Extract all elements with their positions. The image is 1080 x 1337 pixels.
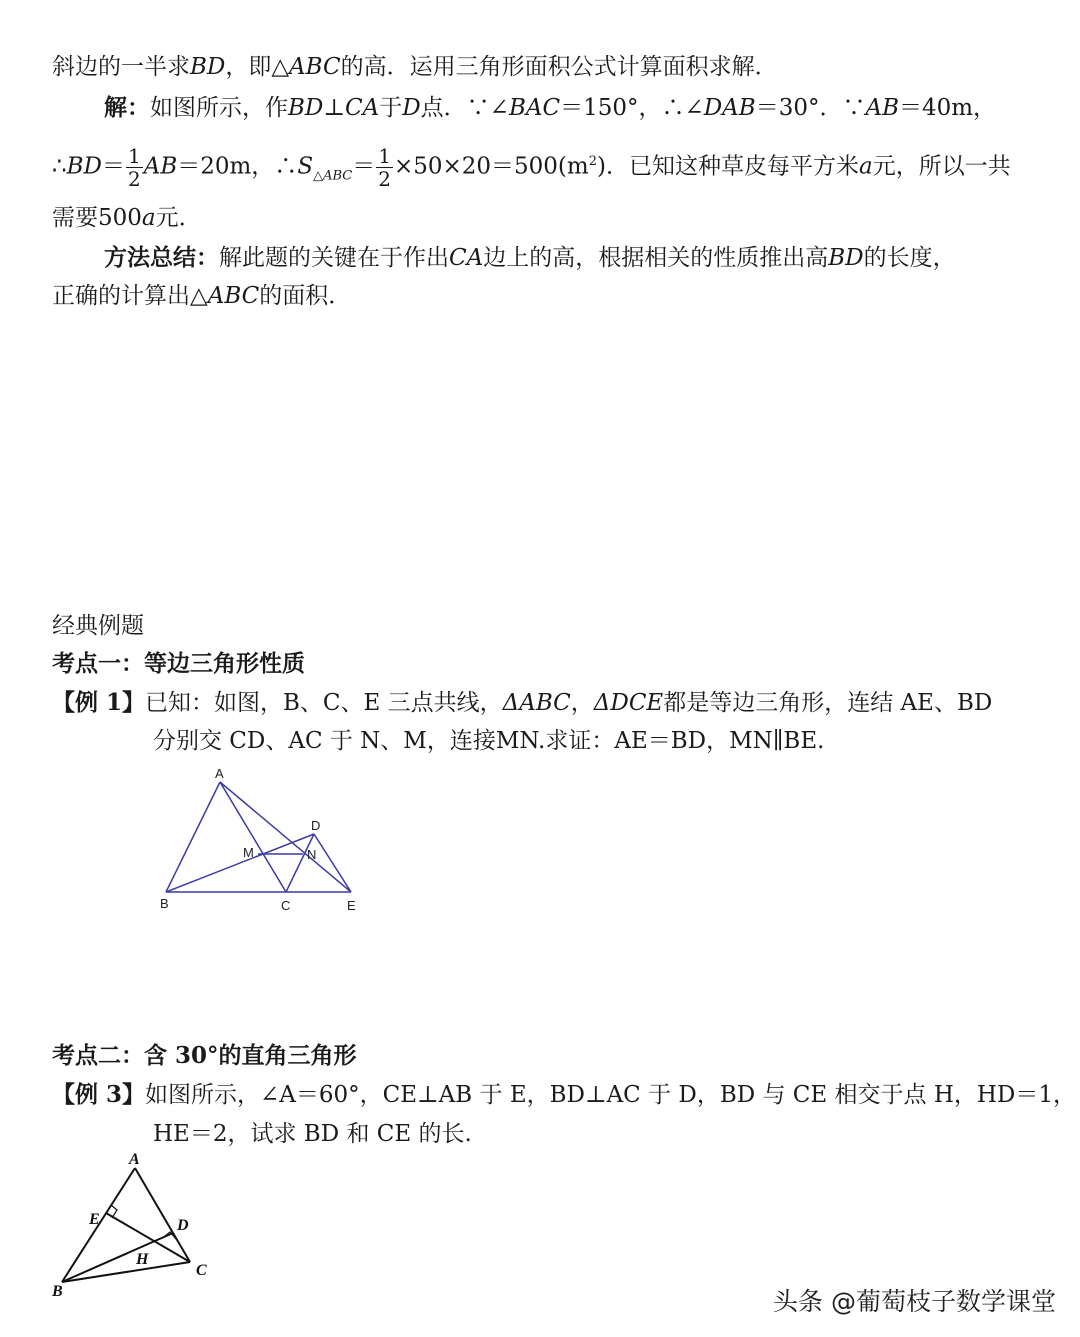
label-a: A [215,768,224,781]
segment-ab [166,782,220,892]
segment-bd [166,834,317,892]
label-e: E [89,1211,100,1228]
text-line-4: 需要500a元． [52,205,202,231]
topic-2-title: 考点二：含 30°的直角三角形 [52,1042,357,1069]
segment-de [314,834,351,892]
label-d: D [311,818,321,833]
segment-bc [62,1262,190,1282]
example-3-line-1: 【例 3】如图所示，∠A＝60°，CE⊥AB 于 E，BD⊥AC 于 D，BD 与 CE 相交于点 H，HD＝1， [52,1081,1077,1108]
section-title: 经典例题 [52,613,144,639]
segment-ac [135,1168,190,1262]
fraction-half-2: $\frac{1}{2}$ [378,144,391,192]
label-d: D [177,1217,189,1234]
label-a: A [129,1151,140,1168]
watermark: 头条 @葡萄枝子数学课堂 [773,1287,1056,1316]
topic-1-title: 考点一：等边三角形性质 [52,650,305,677]
label-n: N [307,847,317,862]
text-line-6: 正确的计算出△ABC的面积． [52,283,352,309]
solution-label: 解： [104,94,150,121]
text-line-2: 解：如图所示，作BD⊥CA于D点．∵∠BAC＝150°，∴∠DAB＝30°．∵AB＝40m， [104,94,997,121]
segment-ae [220,782,351,892]
figure-right-triangle-30 [48,1150,228,1300]
example-3-line-2: HE＝2，试求 BD 和 CE 的长. [153,1121,472,1147]
label-c: C [281,898,291,913]
figure-equilateral-triangles [150,768,370,918]
label-b: B [52,1283,63,1300]
text-line-1: 斜边的一半求BD，即△ABC的高．运用三角形面积公式计算面积求解． [52,54,778,80]
label-e: E [347,898,356,913]
segment-ac [220,782,286,892]
label-h: H [136,1251,149,1268]
label-c: C [196,1262,207,1279]
example-3-label: 【例 3】 [52,1081,146,1108]
example-1-label: 【例 1】 [52,689,146,716]
method-summary-label: 方法总结： [104,244,219,271]
text-line-5: 方法总结：解此题的关键在于作出CA边上的高，根据相关的性质推出高BD的长度， [104,244,956,271]
label-b: B [160,896,169,911]
example-1-line-2: 分别交 CD、AC 于 N、M，连接MN.求证：AE＝BD，MN∥BE. [153,728,825,754]
example-1-line-1: 【例 1】已知：如图，B、C、E 三点共线，ΔABC，ΔDCE都是等边三角形，连结 AE、BD [52,689,993,716]
label-m: M [243,845,254,860]
text-line-3: ∴BD＝ $\frac{1}{2}$ AB＝20m，$\therefore S_{\triangle ABC}=$ $\frac{1}{2}$ $\times 50\times 20=500(m^2)$．已知这种草皮每平方米a元，所以一共 [52,144,1011,192]
fraction-half: $\frac{1}{2}$ [127,144,141,192]
